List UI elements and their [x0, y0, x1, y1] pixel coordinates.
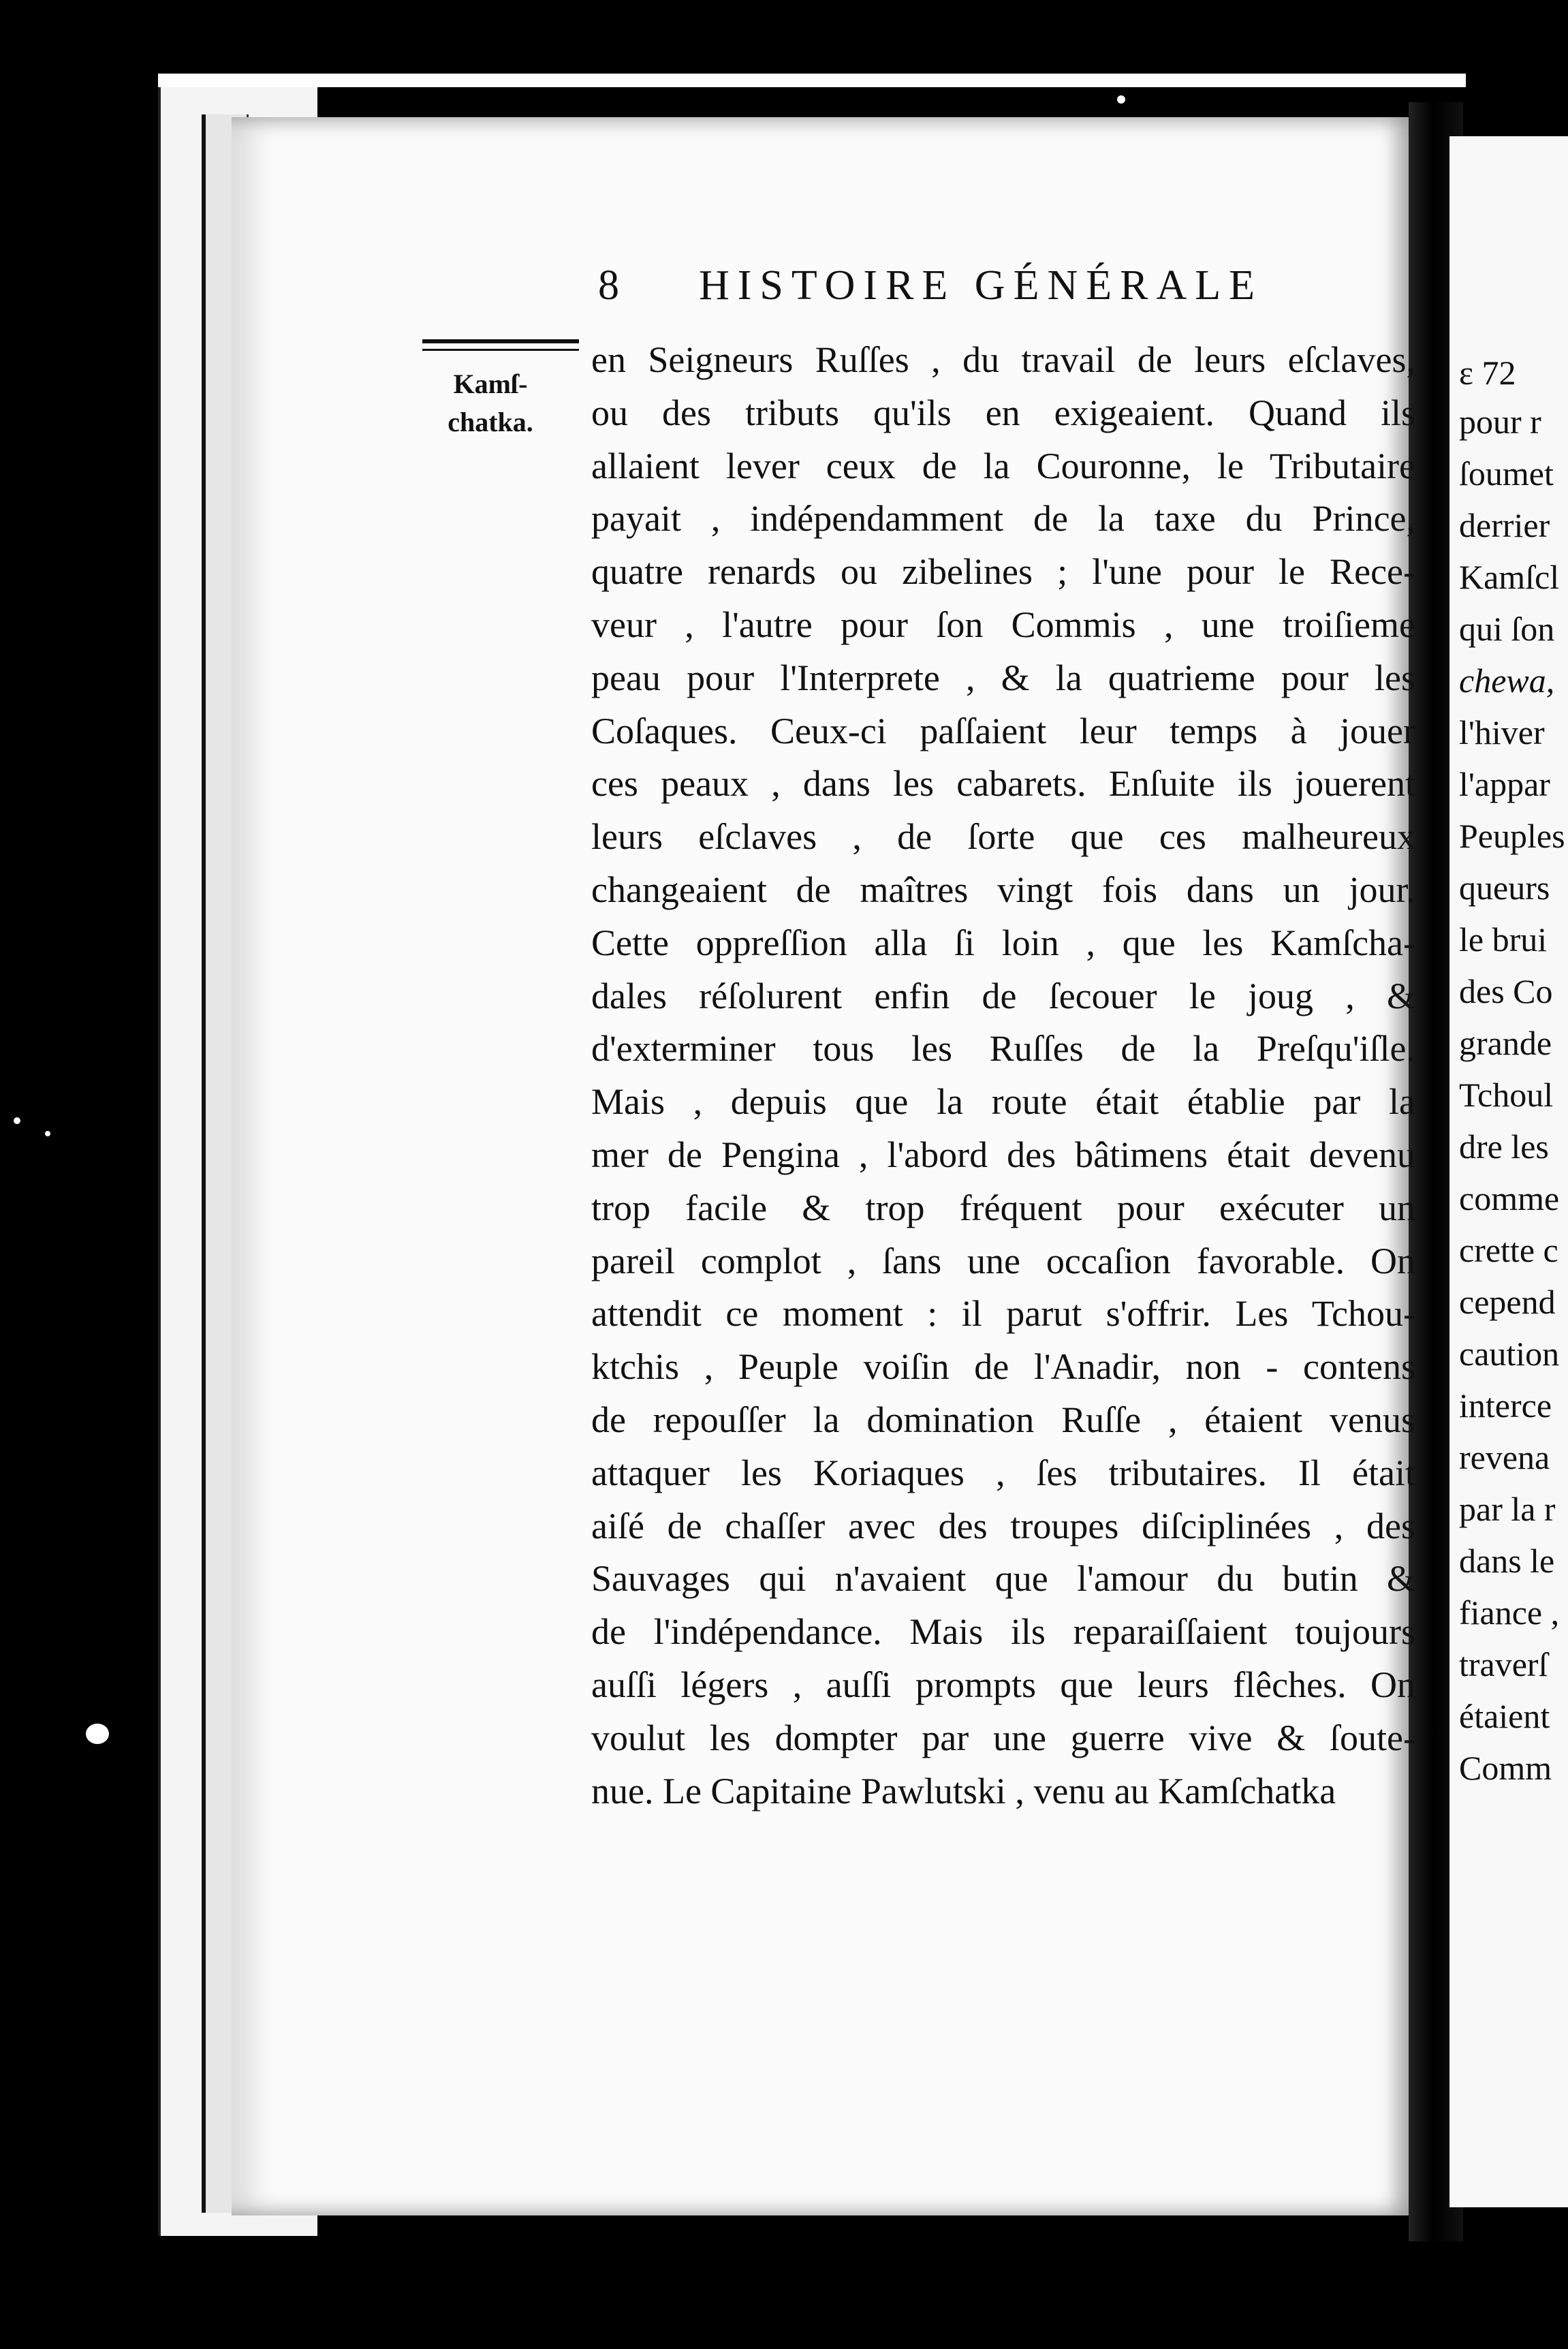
facing-line: grande — [1459, 1024, 1552, 1062]
text-line: payait , indépendamment de la taxe du Prince, — [591, 498, 1415, 540]
facing-line: l'appar — [1459, 765, 1550, 803]
scan-speck — [14, 1117, 20, 1124]
scan-speck — [86, 1724, 109, 1744]
text-line: de repouſſer la domination Ruſſe , étaient venus — [591, 1399, 1415, 1440]
text-line: quatre renards ou zibelines ; l'une pour le Rece- — [591, 551, 1415, 593]
text-line: pareil complot , ſans une occaſion favorable. On — [591, 1240, 1415, 1281]
text-line: voulut les dompter par une guerre vive & ſoute- — [591, 1717, 1415, 1758]
facing-line: dre les — [1459, 1127, 1549, 1166]
text-line: dales réſolurent enfin de ſecouer le joug , & — [591, 975, 1415, 1016]
marginal-rule-thin — [422, 349, 579, 351]
main-text-block — [591, 334, 1415, 1818]
page-header — [598, 255, 1320, 323]
text-line: aiſé de chaſſer avec des troupes diſciplinées , des — [591, 1505, 1415, 1546]
facing-line: caution — [1459, 1335, 1560, 1373]
text-line: veur , l'autre pour ſon Commis , une troiſieme — [591, 604, 1415, 645]
scan-speck — [1117, 95, 1125, 104]
text-line: mer de Pengina , l'abord des bâtimens était devenu — [591, 1134, 1415, 1175]
facing-line: fiance , — [1459, 1593, 1560, 1632]
text-line: auſſi légers , auſſi prompts que leurs flêches. On — [591, 1664, 1415, 1705]
facing-line: par la r — [1459, 1490, 1556, 1528]
facing-line: dans le — [1459, 1542, 1555, 1580]
text-line: Mais , depuis que la route était établie par la — [591, 1081, 1415, 1123]
facing-line: cepend — [1459, 1283, 1556, 1321]
facing-page — [1449, 136, 1568, 2207]
facing-line: comme — [1459, 1179, 1560, 1217]
facing-line: crette c — [1459, 1231, 1558, 1269]
facing-line: étaient — [1459, 1697, 1550, 1735]
running-head: HISTOIRE GÉNÉRALE — [699, 262, 1263, 309]
facing-line: derrier — [1459, 506, 1550, 544]
text-line: Cette oppreſſion alla ſi loin , que les Kamſcha- — [591, 922, 1415, 963]
top-page-edge — [158, 74, 1466, 87]
text-line: nue. Le Capitaine Pawlutski , venu au Kamſchatka — [591, 1770, 1336, 1811]
facing-line: des Co — [1459, 972, 1553, 1010]
text-line: en Seigneurs Ruſſes , du travail de leurs eſclaves, — [591, 339, 1415, 380]
text-line: trop facile & trop fréquent pour exécuter un — [591, 1187, 1415, 1228]
facing-line: traverſ — [1459, 1645, 1548, 1683]
text-line: ou des tributs qu'ils en exigeaient. Quand ils — [591, 392, 1415, 433]
facing-line: l'hiver — [1459, 713, 1545, 751]
facing-page-number-fragment: ɛ 72 — [1459, 354, 1516, 392]
text-line: Sauvages qui n'avaient que l'amour du butin & — [591, 1558, 1415, 1600]
facing-line: qui ſon — [1459, 610, 1555, 648]
page-number: 8 — [598, 262, 619, 309]
text-line: attaquer les Koriaques , ſes tributaires. Il était — [591, 1452, 1415, 1493]
facing-line: Kamſcl — [1459, 558, 1560, 596]
text-line: attendit ce moment : il parut s'offrir. Les Tchou- — [591, 1293, 1415, 1335]
text-line: Coſaques. Ceux-ci paſſaient leur temps à jouer — [591, 710, 1415, 751]
facing-line: le brui — [1459, 920, 1548, 959]
marginal-rule — [422, 339, 579, 343]
facing-line: Comm — [1459, 1749, 1552, 1787]
facing-line: Peuples — [1459, 817, 1565, 855]
text-line: d'exterminer tous les Ruſſes de la Preſqu'iſle. — [591, 1028, 1415, 1070]
facing-line: queurs — [1459, 869, 1550, 907]
marginal-note-line: chatka. — [448, 407, 533, 437]
facing-line: chewa, — [1459, 662, 1555, 700]
facing-line: pour r — [1459, 403, 1541, 441]
marginal-note-line: Kamſ- — [453, 369, 528, 399]
text-line: allaient lever ceux de la Couronne, le Tributaire — [591, 445, 1415, 486]
text-line: leurs eſclaves , de ſorte que ces malheureux — [591, 816, 1415, 858]
facing-line: interce — [1459, 1386, 1552, 1425]
facing-line: Tchoul — [1459, 1076, 1554, 1114]
text-line: peau pour l'Interprete , & la quatrieme pour les — [591, 657, 1415, 698]
text-line: changeaient de maîtres vingt fois dans un jour. — [591, 869, 1415, 910]
text-line: ces peaux , dans les cabarets. Enſuite ils jouerent — [591, 763, 1415, 805]
text-line: ktchis , Peuple voiſin de l'Anadir, non - contens — [591, 1346, 1415, 1388]
facing-line: revena — [1459, 1438, 1550, 1476]
facing-line: ſoumet — [1459, 454, 1554, 493]
text-line: de l'indépendance. Mais ils reparaiſſaient toujours — [591, 1611, 1415, 1653]
scan-speck — [45, 1131, 50, 1136]
